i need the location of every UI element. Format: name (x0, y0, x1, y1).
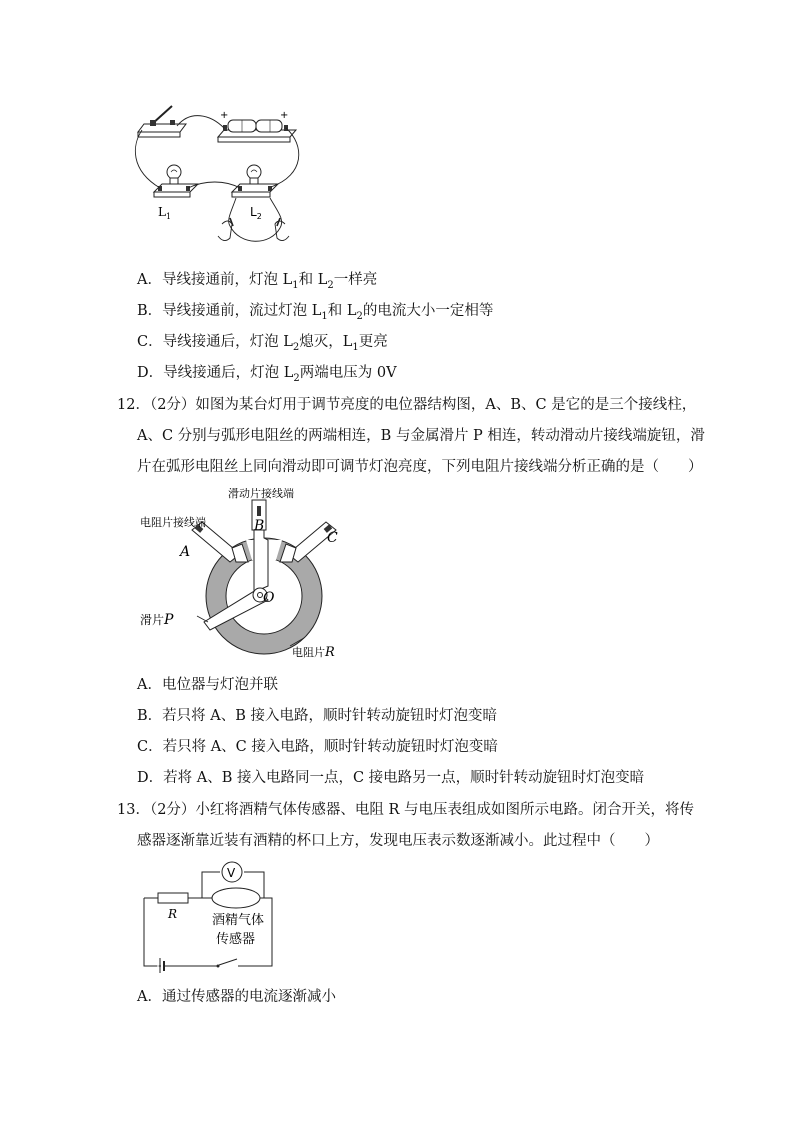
label-resistor-terminal: 电阻片接线端 (140, 516, 206, 529)
label-slider: 滑片P (140, 612, 174, 628)
battery-plus-right: + (280, 110, 289, 121)
lamp-l2-icon (232, 165, 278, 197)
q13-option-a: A．通过传感器的电流逐渐减小 (137, 989, 336, 1005)
q11-option-b: B．导线接通前，流过灯泡 $L_1$和 $L_2$的电流大小一定相等 (137, 303, 494, 322)
q12-stem-line-2: A、C 分别与弧形电阻丝的两端相连，B 与金属滑片 P 相连，转动滑动片接线端旋钮，滑 (137, 428, 705, 444)
voltmeter-label: V (227, 866, 236, 880)
hands-holding-wire (218, 218, 289, 241)
label-l1: $L_1$ (158, 205, 172, 221)
q11-option-c: C．导线接通后，灯泡 $L_2$熄灭，$L_1$更亮 (137, 334, 388, 353)
q12-option-a: A．电位器与灯泡并联 (137, 677, 278, 693)
potentiometer-figure-q12 (140, 488, 360, 663)
q12-stem-line-1: 12．（2分）如图为某台灯用于调节亮度的电位器结构图，A、B、C 是它的是三个接线柱， (117, 397, 697, 413)
q12-option-c: C．若只将 A、C 接入电路，顺时针转动旋钮时灯泡变暗 (137, 739, 498, 755)
switch-icon (217, 959, 239, 969)
lamp-l1-icon (154, 165, 198, 197)
q13-stem-line-1: 13．（2分）小红将酒精气体传感器、电阻 R 与电压表组成如图所示电路。闭合开关，将传 (117, 802, 695, 818)
sensor-circuit-figure-q13 (140, 858, 280, 973)
label-c: C (327, 530, 338, 546)
sensor-label-line-2: 传感器 (216, 932, 256, 947)
label-slider-terminal: 滑动片接线端 (228, 488, 294, 500)
alcohol-sensor-icon (202, 888, 264, 908)
circuit-figure-q11 (130, 100, 320, 250)
battery-plus-left: + (220, 110, 229, 121)
label-o: O (263, 590, 275, 606)
switch-icon (138, 106, 186, 137)
terminal-b (252, 500, 268, 592)
battery-icon (218, 120, 296, 142)
q13-stem-line-2: 感器逐渐靠近装有酒精的杯口上方，发现电压表示数逐渐减小。此过程中（ ） (137, 833, 659, 849)
q11-option-a: A．导线接通前，灯泡 $L_1$和 $L_2$一样亮 (137, 272, 378, 291)
q12-option-b: B．若只将 A、B 接入电路，顺时针转动旋钮时灯泡变暗 (137, 708, 497, 724)
label-b: B (254, 518, 265, 534)
voltmeter-icon (222, 862, 242, 882)
label-resistor: 电阻片R (292, 645, 335, 660)
sensor-label-line-1: 酒精气体 (212, 913, 265, 928)
label-r: R (168, 907, 178, 921)
label-l2: $L_2$ (250, 205, 262, 221)
label-a: A (180, 544, 191, 560)
q12-stem-line-3: 片在弧形电阻丝上同向滑动即可调节灯泡亮度，下列电阻片接线端分析正确的是（ ） (137, 459, 703, 475)
q12-option-d: D．若将 A、B 接入电路同一点，C 接电路另一点，顺时针转动旋钮时灯泡变暗 (137, 770, 645, 786)
resistor-r-icon (158, 893, 188, 903)
q11-option-d: D．导线接通后，灯泡 $L_2$两端电压为 0V (137, 365, 397, 384)
